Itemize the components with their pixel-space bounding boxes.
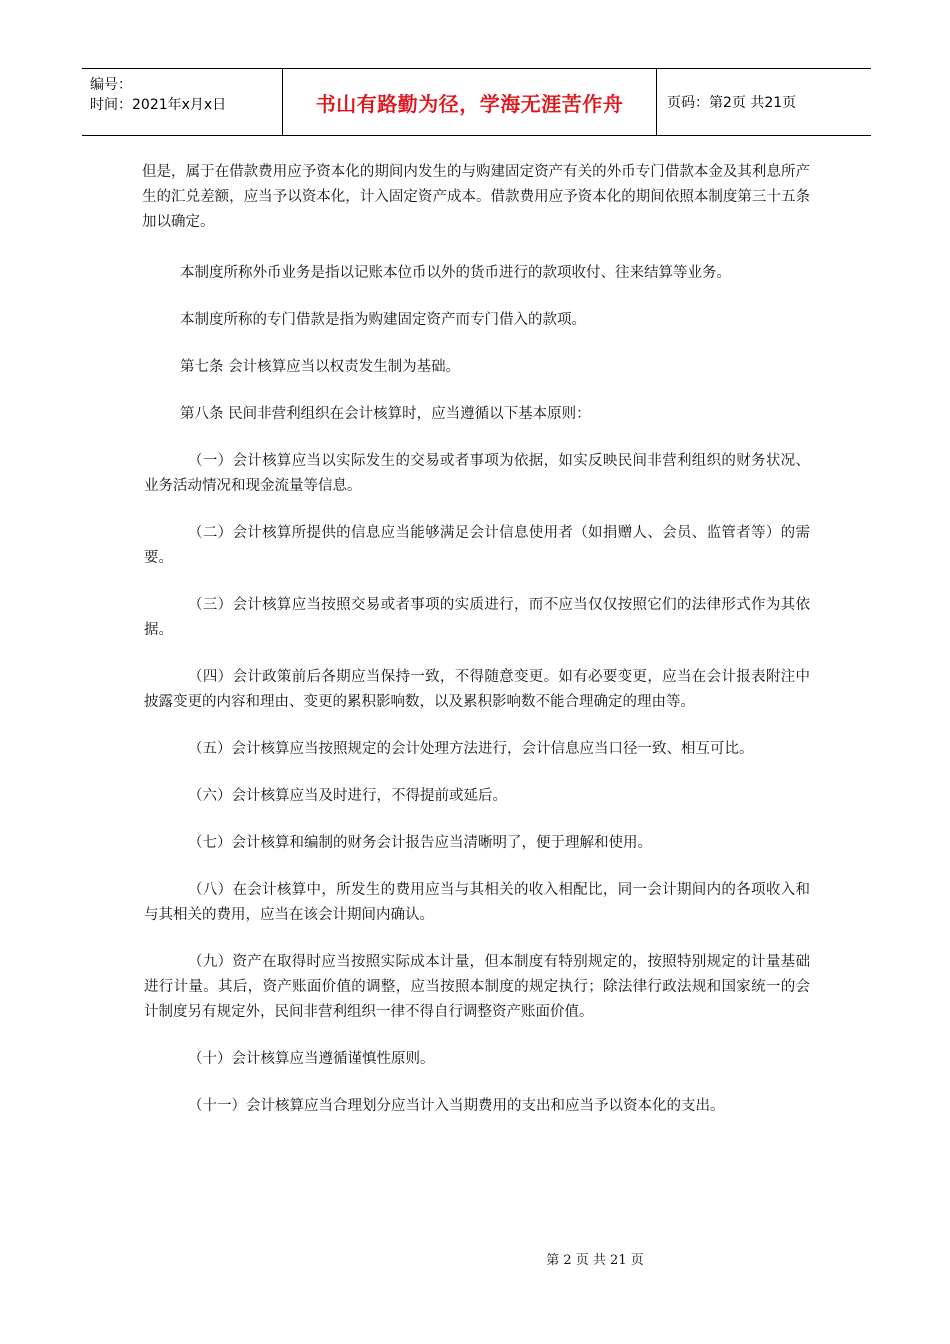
paragraph: （二）会计核算所提供的信息应当能够满足会计信息使用者（如捐赠人、会员、监管者等）的需要。 [144,525,810,566]
footer-page-number: 第 2 页 共 21 页 [546,1253,644,1268]
header-meta [82,69,283,135]
paragraph: 第八条 民间非营利组织在会计核算时，应当遵循以下基本原则： [180,406,591,422]
paragraph: （一）会计核算应当以实际发生的交易或者事项为依据，如实反映民间非营利组织的财务状况、业务活动情况和现金流量等信息。 [144,453,810,494]
page-header [82,68,871,136]
header-page-info: 页码：第2页 共21页 [667,95,797,111]
paragraph: （五）会计核算应当按照规定的会计处理方法进行，会计信息应当口径一致、相互可比。 [188,741,754,757]
paragraph: （十一）会计核算应当合理划分应当计入当期费用的支出和应当予以资本化的支出。 [188,1098,725,1114]
paragraph: （九）资产在取得时应当按照实际成本计量，但本制度有特别规定的，按照特别规定的计量基础进行计量。其后，资产账面价值的调整，应当按照本制度的规定执行；除法律行政法规和国家统一的会计制度另有规定外，民间非营利组织一律不得自行调整资产账面价值。 [144,954,810,1020]
paragraph: （七）会计核算和编制的财务会计报告应当清晰明了，便于理解和使用。 [188,835,652,851]
paragraph: （十）会计核算应当遵循谨慎性原则。 [188,1051,435,1067]
page-footer [0,1249,950,1268]
date-line: 时间：2021年x月x日 [90,97,227,113]
paragraph: 第七条 会计核算应当以权责发生制为基础。 [180,359,461,375]
document-body [144,160,810,1119]
paragraph: 本制度所称的专门借款是指为购建固定资产而专门借入的款项。 [180,312,586,328]
paragraph: 但是，属于在借款费用应予资本化的期间内发生的与购建固定资产有关的外币专门借款本金及其利息所产生的汇兑差额，应当予以资本化，计入固定资产成本。借款费用应予资本化的期间依照本制度第三十五条加以确定。 [142,164,810,230]
paragraph: （八）在会计核算中，所发生的费用应当与其相关的收入相配比，同一会计期间内的各项收入和与其相关的费用，应当在该会计期间内确认。 [144,882,810,923]
serial-label: 编号： [90,77,132,93]
paragraph: （四）会计政策前后各期应当保持一致，不得随意变更。如有必要变更，应当在会计报表附注中披露变更的内容和理由、变更的累积影响数，以及累积影响数不能合理确定的理由等。 [144,669,810,710]
paragraph: （三）会计核算应当按照交易或者事项的实质进行，而不应当仅仅按照它们的法律形式作为其依据。 [144,597,810,638]
paragraph: 本制度所称外币业务是指以记账本位币以外的货币进行的款项收付、往来结算等业务。 [180,265,731,281]
header-motto: 书山有路勤为径，学海无涯苦作舟 [283,69,657,135]
paragraph: （六）会计核算应当及时进行，不得提前或延后。 [188,788,507,804]
